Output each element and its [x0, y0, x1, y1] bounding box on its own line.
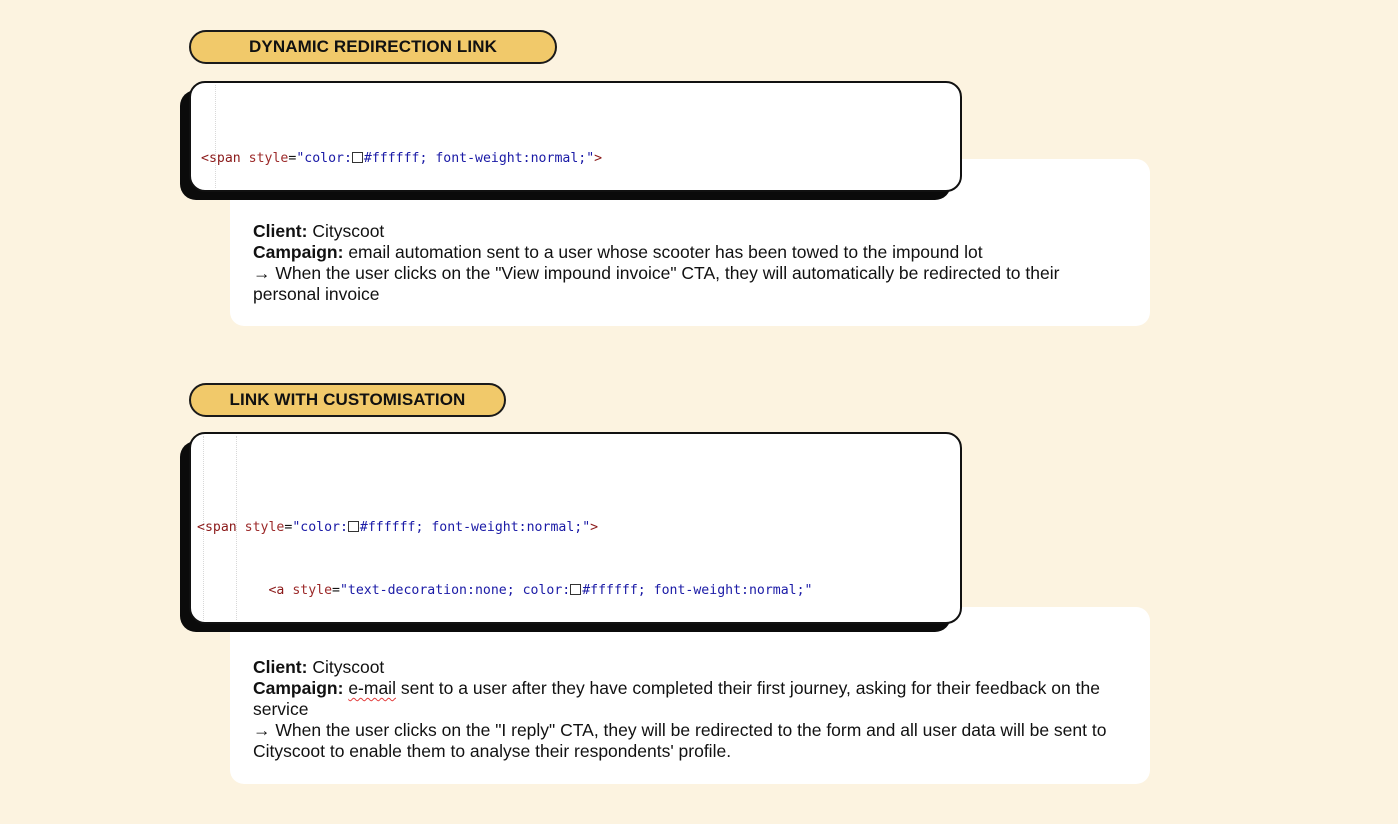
color-swatch-icon [352, 152, 363, 163]
description-card-2 [230, 607, 1150, 784]
client-line [253, 221, 1128, 242]
client-label: Client: [253, 221, 308, 241]
explanation-text: → When the user clicks on the "View impound invoice" CTA, they will automatically be redirected to their personal invoice [253, 263, 1060, 304]
code-block-customisation [189, 432, 962, 624]
campaign-value: sent to a user after they have completed their first journey, asking for their feedback on the service [253, 678, 1100, 719]
code-line: <a style="text-decoration:none; color: #ffffff; font-weight:normal;" [268, 582, 813, 598]
client-line [253, 657, 1128, 678]
campaign-line [253, 678, 1128, 720]
client-label: Client: [253, 657, 308, 677]
campaign-line [253, 242, 1128, 263]
client-value: Cityscoot [312, 657, 385, 677]
section-title-link-customisation: LINK WITH CUSTOMISATION [189, 383, 506, 417]
color-swatch-icon [348, 521, 359, 532]
spellcheck-word: e-mail [348, 678, 396, 698]
code-block-redirection [189, 81, 962, 192]
client-value: Cityscoot [312, 221, 385, 241]
campaign-label: Campaign: [253, 678, 344, 698]
color-swatch-icon [570, 584, 581, 595]
explanation-text: → When the user clicks on the "I reply" CTA, they will be redirected to the form and all user data will be sent to Cityscoot to enable them to analyse their respondents' profile. [253, 720, 1107, 761]
code-line: <span style="color: #ffffff; font-weight:normal;"> [197, 520, 599, 536]
campaign-value: email automation sent to a user whose scooter has been towed to the impound lot [348, 242, 983, 262]
section-title-dynamic-redirection: DYNAMIC REDIRECTION LINK [189, 30, 557, 64]
campaign-label: Campaign: [253, 242, 344, 262]
code-line: <span style="color: #ffffff; font-weight:normal;"> [201, 151, 603, 167]
